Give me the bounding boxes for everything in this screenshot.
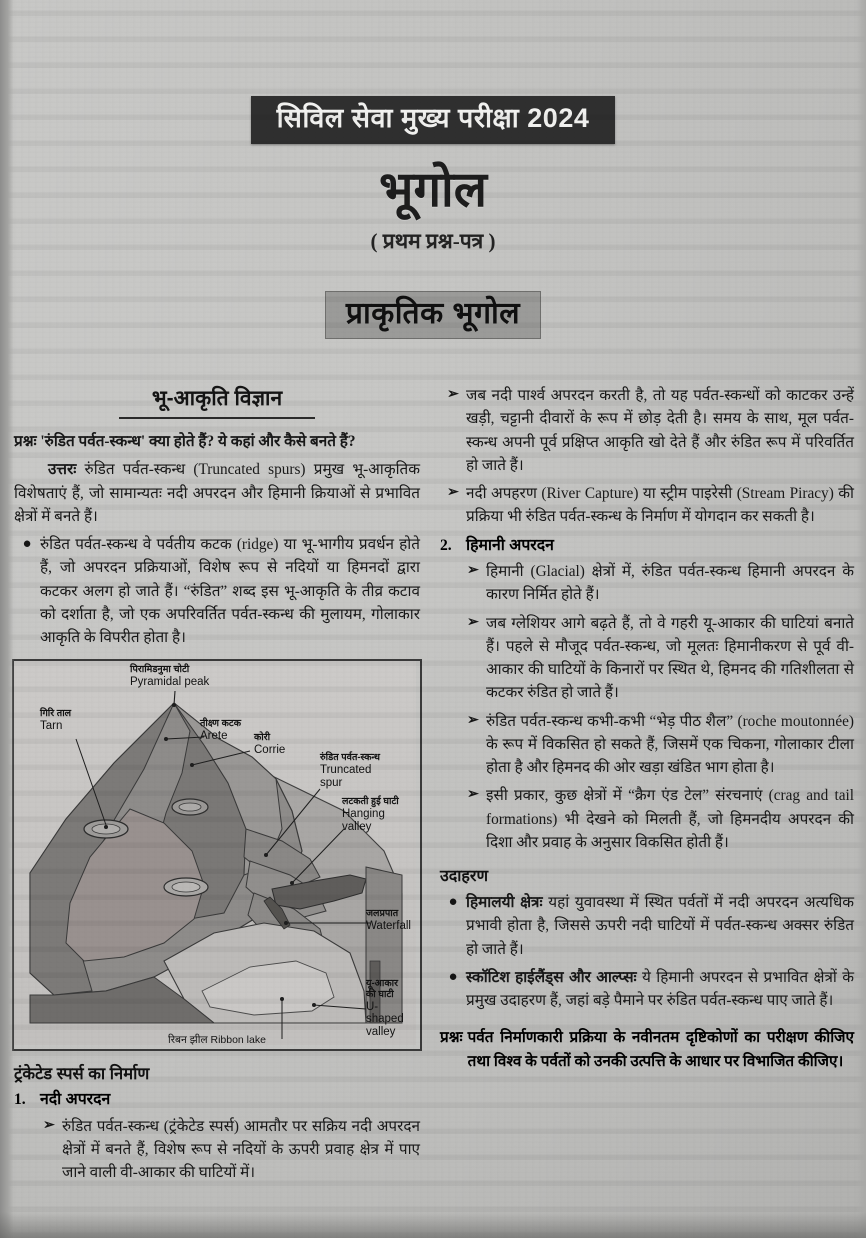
figure-label-tarn-en: Tarn (40, 719, 63, 732)
figure-label-hanging-valley-hi: लटकती हुई घाटी (342, 796, 399, 808)
figure-label-tarn-hi: गिरि ताल (40, 708, 72, 720)
question-text: प्रश्नः 'रुंडित पर्वत-स्कन्ध' क्या होते हैं? ये कहां और कैसे बनते हैं? (14, 433, 356, 450)
bullet-dot-icon: ● (448, 968, 458, 985)
right-bullet-4-text: जब ग्लेशियर आगे बढ़ते हैं, तो वे गहरी यू-आकार की घाटियां बनाते हैं। पहले से मौजूद पर्वत-स्कन्ध, जो मूलतः हिमानीकरण से पूर्व वी-आकार की घाटियों के किनारों पर स्थित थे, हिमनद की गतिशीलता से कटकर रुंडित हो जाते हैं। (486, 614, 854, 702)
subject-title: भूगोल (379, 162, 487, 217)
topic-title-geomorphology: भू-आकृति विज्ञान (151, 387, 283, 410)
two-column-body (0, 384, 866, 1238)
right-numbered-item-2 (440, 534, 854, 558)
section-band-wrap (0, 291, 866, 340)
answer-label: उत्तरः (48, 461, 77, 479)
right-arrow-bullet-3 (440, 560, 854, 607)
figure-label-u-shaped-valley-en: U-shaped valley (366, 1000, 404, 1039)
right-item-2-number: 2. (440, 536, 452, 554)
arrow-bullet-icon: ➢ (447, 485, 459, 500)
arrow-bullet-icon: ➢ (467, 712, 479, 728)
examples-heading: उदाहरण (440, 868, 489, 886)
figure-label-corrie (254, 733, 285, 757)
arrow-bullet-icon: ➢ (467, 614, 479, 630)
figure-label-arete-en: Arete (200, 729, 228, 742)
example-1-text: यहां युवावस्था में स्थित पर्वतों में नदी अपरदन अत्यधिक प्रभावी होता है, जिससे ऊपरी नदी घाटियों में पर्वत-स्कन्ध अक्सर रुंडित हो जाते हैं। (466, 894, 854, 958)
left-item-1-title: नदी अपरदन (40, 1091, 111, 1109)
arrow-bullet-icon: ➢ (467, 563, 479, 579)
arrow-bullet-icon: ➢ (43, 1117, 55, 1133)
example-2-lead: स्कॉटिश हाईलैंड्स और आल्प्सः (466, 968, 637, 986)
right-bullet-3-text: हिमानी (Glacial) क्षेत्रों में, रुंडित पर्वत-स्कन्ध हिमानी अपरदन के कारण निर्मित होते हैं। (486, 563, 854, 604)
bullet-dot-icon: ● (22, 536, 32, 552)
right-bullet-6-text: इसी प्रकार, कुछ क्षेत्रों में “क्रैग एंड टेल” संरचनाएं (crag and tail formations) भी देखने को मिलती हैं, जो हिमनदीय अपरदन की दिशा और प्रवाह के अनुसार विकसित होती हैं। (486, 787, 854, 851)
right-arrow-bullet-6 (440, 784, 854, 854)
right-bullet-1-text: जब नदी पार्श्व अपरदन करती है, तो यह पर्वत-स्कन्धों को काटकर उन्हें खड़ी, चट्टानी दीवारों के रूप में छोड़ देती है। समय के साथ, मूल पर्वत-स्कन्ध अपनी पूर्व प्रक्षिप्त आकृति खो देते हैं और रुंडित रूप में परिवर्तित हो जाते हैं। (466, 387, 854, 474)
figure-label-pyramidal-peak-hi: पिरामिडनुमा चोटी (130, 664, 190, 676)
right-bullet-5-text: रुंडित पर्वत-स्कन्ध कभी-कभी “भेड़ पीठ शैल” (roche moutonnée) के रूप में विकसित हो सकते हैं, जिसमें एक चिकना, गोलाकार टीला होता है और हिमनद की ओर खड़ा खंडित भाग होता है। (486, 712, 854, 777)
answer-body: रुंडित पर्वत-स्कन्ध (Truncated spurs) प्रमुख भू-आकृतिक विशेषताएं हैं, जो सामान्यतः नदी अपरदन और हिमानी क्रियाओं से प्रभावित क्षेत्रों में बनते हैं। (14, 461, 420, 525)
figure-label-hanging-valley-en: Hanging valley (342, 807, 385, 833)
example-bullet-2 (440, 966, 854, 1013)
figure-label-waterfall (366, 909, 411, 933)
example-2-text: ये हिमानी अपरदन से प्रभावित क्षेत्रों के प्रमुख उदाहरण हैं, जहां बड़े पैमाने पर रुंडित पर्वत-स्कन्ध पाए जाते हैं। (466, 968, 854, 1010)
figure-label-pyramidal-peak-en: Pyramidal peak (130, 675, 210, 688)
right-arrow-bullet-1 (440, 384, 854, 477)
final-question-label: प्रश्नः (440, 1029, 463, 1047)
example-1-lead: हिमालयी क्षेत्रः (466, 894, 543, 912)
left-arrow-bullet-1-text: रुंडित पर्वत-स्कन्ध (ट्रंकेटेड स्पर्स) आमतौर पर सक्रिय नदी अपरदन क्षेत्रों में बनते हैं, विशेष रूप से नदियों के ऊपरी प्रवाह क्षेत्र में पाए जाने वाली वी-आकार की घाटियों में। (62, 1117, 420, 1182)
left-bullet-1-text: रुंडित पर्वत-स्कन्ध वे पर्वतीय कटक (ridge) या भू-भागीय प्रवर्धन होते हैं, जो अपरदन प्रक्रियाओं, विशेष रूप से नदियों या हिमनदों द्वारा कटकर अलग हो जाते हैं। “रुंडित” शब्द इस भू-आकृति के तीव्र कटाव को दर्शाता है, जो एक अपरिवर्तित पर्वत-स्कन्ध की मुलायम, गोलाकार आकृति के विपरीत होता है। (40, 536, 420, 646)
left-numbered-item-1 (14, 1088, 420, 1112)
left-item-1-number: 1. (14, 1091, 26, 1109)
example-bullet-1-body (466, 891, 854, 961)
figure-label-waterfall-hi: जलप्रपात (366, 908, 399, 920)
figure-label-arete-hi: तीक्ष्ण कटक (200, 718, 241, 730)
right-item-2-title: हिमानी अपरदन (466, 536, 554, 554)
right-arrow-bullet-5 (440, 710, 854, 780)
glacial-landforms-figure (12, 659, 422, 1051)
figure-label-waterfall-en: Waterfall (366, 919, 411, 932)
figure-label-pyramidal-peak (130, 665, 209, 689)
final-question-text: पर्वत निर्माणकारी प्रक्रिया के नवीनतम दृष्टिकोणों का परीक्षण कीजिए तथा विश्व के पर्वतों को उनकी उत्पत्ति के आधार पर विभाजित कीजिए। (467, 1029, 854, 1070)
figure-caption-ribbon-lake: रिबन झील Ribbon lake (168, 1034, 266, 1047)
figure-label-tarn (40, 709, 71, 733)
bullet-dot-icon: ● (448, 894, 458, 911)
figure-label-u-shaped-valley-hi: यू-आकार की घाटी (366, 978, 399, 1000)
figure-label-arete (200, 719, 241, 743)
arrow-bullet-icon: ➢ (467, 787, 479, 803)
example-bullet-1 (440, 891, 854, 961)
right-bullet-2-text: नदी अपहरण (River Capture) या स्ट्रीम पाइरेसी (Stream Piracy) की प्रक्रिया भी रुंडित पर्वत-स्कन्ध के निर्माण में योगदान कर सकती है। (466, 485, 854, 526)
left-column (0, 384, 432, 1238)
masthead (0, 0, 866, 255)
final-question (440, 1026, 854, 1073)
figure-label-corrie-en: Corrie (254, 743, 286, 756)
exam-banner: सिविल सेवा मुख्य परीक्षा 2024 (251, 96, 616, 144)
left-arrow-bullet-1 (14, 1115, 420, 1185)
figure-label-hanging-valley (342, 797, 399, 833)
left-bullet-1 (14, 533, 420, 649)
right-arrow-bullet-2 (440, 482, 854, 529)
figure-label-u-shaped-valley (366, 979, 412, 1039)
example-bullet-2-body (466, 966, 854, 1013)
figure-label-corrie-hi: कोरी (254, 732, 271, 744)
figure-label-truncated-spur-en: Truncated spur (320, 763, 372, 789)
paper-subtitle: ( प्रथम प्रश्न-पत्र ) (370, 228, 496, 253)
right-arrow-bullet-4 (440, 612, 854, 705)
figure-label-truncated-spur-hi: रुंडित पर्वत-स्कन्ध (320, 752, 381, 764)
answer-paragraph (14, 458, 420, 528)
left-subheading-truncated-spur-formation: ट्रंकेटेड स्पर्स का निर्माण (14, 1065, 150, 1084)
arrow-bullet-icon: ➢ (447, 387, 459, 402)
figure-label-truncated-spur (320, 753, 380, 789)
right-column (432, 384, 866, 1238)
section-band-physical-geography: प्राकृतिक भूगोल (325, 291, 541, 340)
topic-underline (119, 417, 315, 419)
